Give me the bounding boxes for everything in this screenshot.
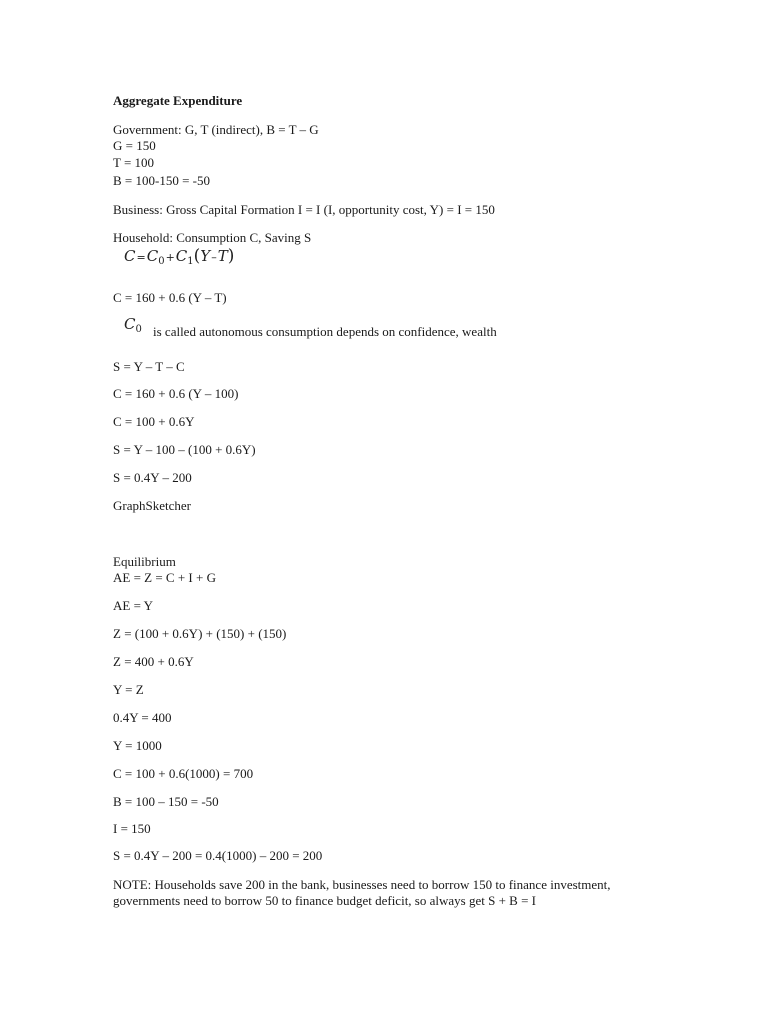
saving-identity: S = Y – T – C <box>113 359 185 374</box>
consumption-simplified: C = 100 + 0.6Y <box>113 414 195 429</box>
saving-simplified: S = 0.4Y – 200 <box>113 470 192 485</box>
government-g-value: G = 150 <box>113 138 156 153</box>
z-simplified: Z = 400 + 0.6Y <box>113 654 194 669</box>
section-heading: Aggregate Expenditure <box>113 93 243 108</box>
formula-c1: C <box>175 247 188 265</box>
c0-subscript: 0 <box>135 324 142 335</box>
autonomous-note: is called autonomous consumption depends on confidence, wealth <box>153 324 497 339</box>
consumption-function: C = 160 + 0.6 (Y – T) <box>113 290 227 305</box>
consumption-formula <box>124 247 234 271</box>
c-value: C = 100 + 0.6(1000) = 700 <box>113 766 254 781</box>
saving-expanded: S = Y – 100 – (100 + 0.6Y) <box>113 442 256 457</box>
note-line-1: NOTE: Households save 200 in the bank, businesses need to borrow 150 to finance investment, <box>113 877 611 892</box>
s-value: S = 0.4Y – 200 = 0.4(1000) – 200 = 200 <box>113 848 323 863</box>
formula-plus: + <box>165 251 175 264</box>
y-value: Y = 1000 <box>113 738 162 753</box>
formula-y: Y <box>200 247 211 265</box>
formula-paren-open: ( <box>193 246 201 266</box>
formula-c0-subscript: 0 <box>158 256 165 267</box>
ae-equals-y: AE = Y <box>113 598 154 613</box>
formula-equals: = <box>136 251 146 264</box>
graph-label: GraphSketcher <box>113 498 191 513</box>
business-line: Business: Gross Capital Formation I = I (I, opportunity cost, Y) = I = 150 <box>113 202 495 217</box>
autonomous-symbol <box>124 315 142 339</box>
note-line-2: governments need to borrow 50 to finance budget deficit, so always get S + B = I <box>113 893 536 908</box>
equilibrium-title: Equilibrium <box>113 554 176 569</box>
government-b-value: B = 100-150 = -50 <box>113 173 210 188</box>
formula-minus: – <box>211 251 217 264</box>
formula-c: C <box>124 247 136 265</box>
formula-t: T <box>217 247 228 265</box>
government-t-value: T = 100 <box>113 155 155 170</box>
ae-definition: AE = Z = C + I + G <box>113 570 216 585</box>
formula-paren-close: ) <box>227 246 235 266</box>
solve-step: 0.4Y = 400 <box>113 710 172 725</box>
i-value: I = 150 <box>113 821 151 836</box>
c0-symbol: C <box>124 315 136 333</box>
household-title: Household: Consumption C, Saving S <box>113 230 312 245</box>
b-value: B = 100 – 150 = -50 <box>113 794 219 809</box>
government-line: Government: G, T (indirect), B = T – G <box>113 122 319 137</box>
formula-c1-subscript: 1 <box>187 256 194 267</box>
y-equals-z: Y = Z <box>113 682 144 697</box>
formula-c0: C <box>146 247 159 265</box>
consumption-substituted: C = 160 + 0.6 (Y – 100) <box>113 386 239 401</box>
z-expanded: Z = (100 + 0.6Y) + (150) + (150) <box>113 626 287 641</box>
